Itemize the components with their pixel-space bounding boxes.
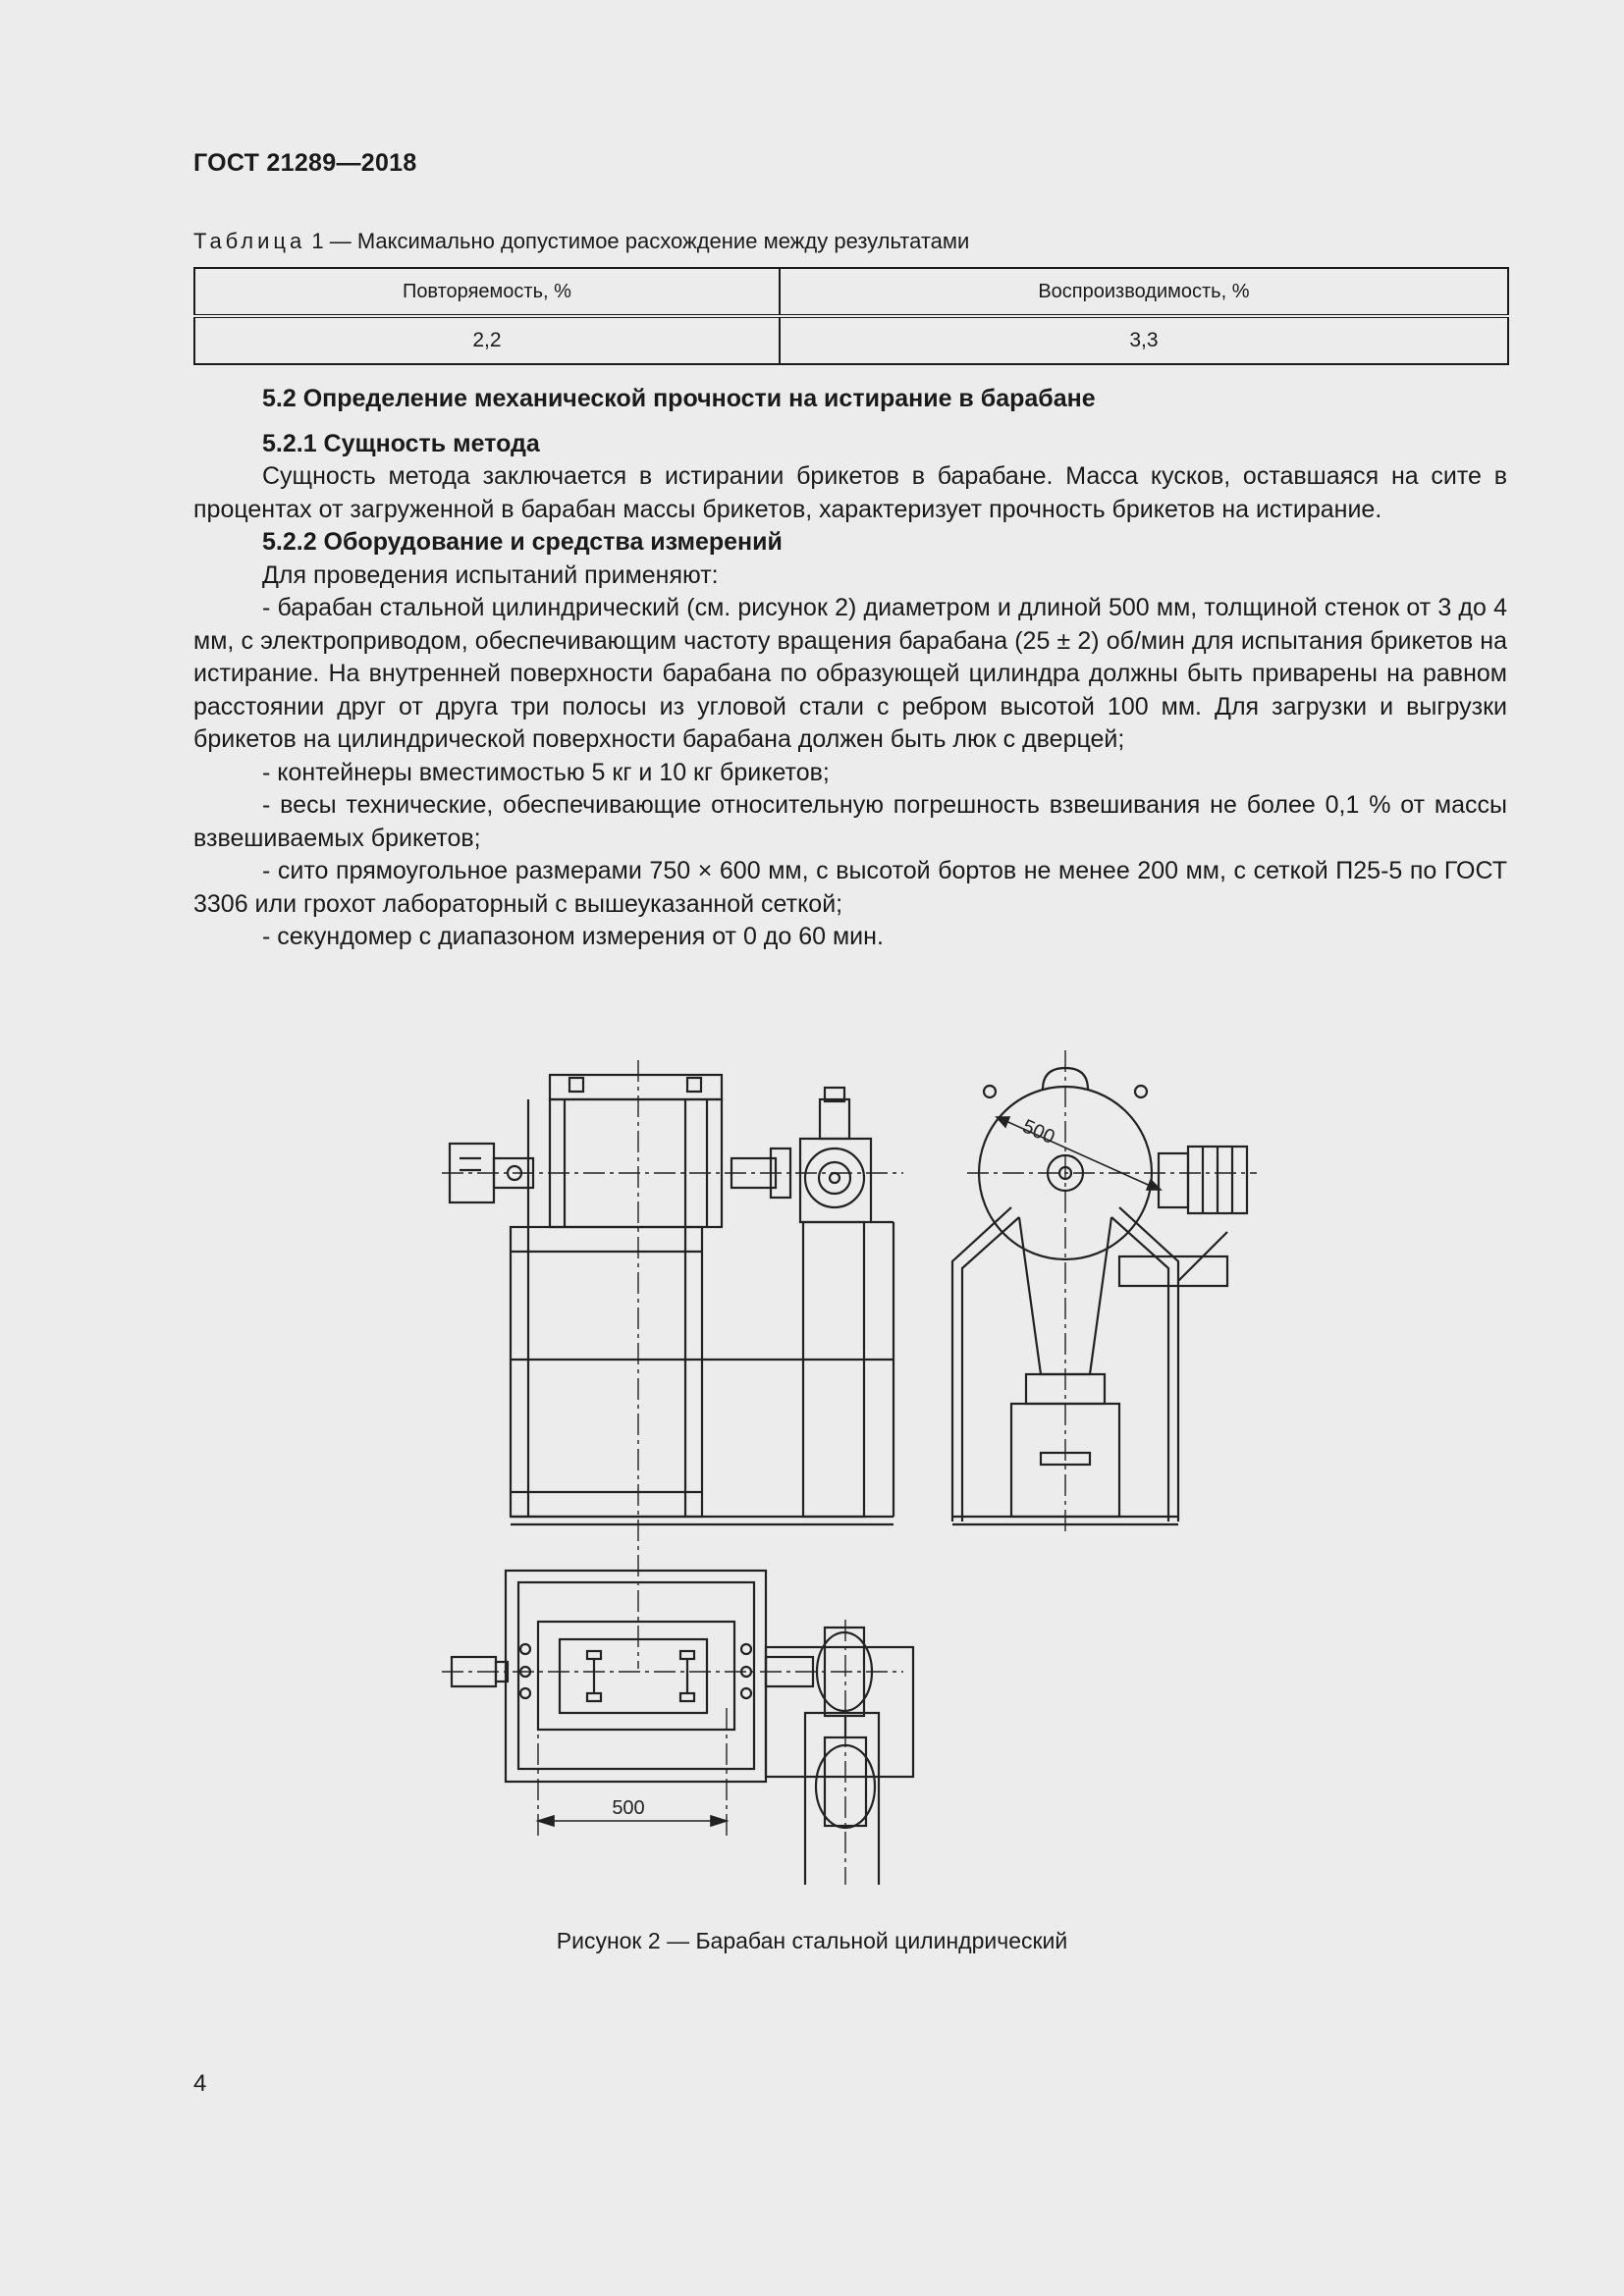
document-id-header: ГОСТ 21289—2018: [193, 149, 417, 177]
plan-view: [452, 1571, 913, 1885]
list-item: - сито прямоугольное размерами 750 × 600 мм, с высотой бортов не менее 200 мм, с сеткой П25-5 по ГОСТ 3306 или грохот лабораторный с вышеуказанной сеткой;: [193, 857, 1507, 918]
list-item: - барабан стальной цилиндрический (см. рисунок 2) диаметром и длиной 500 мм, толщиной стенок от 3 до 4 мм, с электроприводом, обеспечивающим частоту вращения барабана (25 ± 2) об/мин для испытания брикетов на истирание. На внутренней поверхности барабана по образующей цилиндра должны быть приварены на равном расстоянии друг от друга три полосы из угловой стали с ребром высотой 100 мм. Для загрузки и выгрузки брикетов на цилиндрической поверхности барабана должен быть люк с дверцей;: [193, 594, 1507, 753]
end-view: [952, 1068, 1247, 1524]
table-cell-repeatability: 2,2: [194, 316, 780, 364]
dimension-label-plan: 500: [612, 1797, 645, 1819]
paragraph-5-2-1: Сущность метода заключается в истирании брикетов в барабане. Масса кусков, оставшаяся на сите в процентах от загруженной в барабан массы брикетов, характеризует прочность брикетов на истирание.: [193, 462, 1507, 523]
table-caption-text: 1 — Максимально допустимое расхождение между результатами: [305, 229, 970, 253]
body-text: [193, 383, 1507, 954]
figure-drum-drawing: [432, 1041, 1276, 1885]
figure-caption: Рисунок 2 — Барабан стальной цилиндрический: [556, 1928, 1068, 1953]
table-row: [194, 316, 1508, 364]
list-item: - секундомер с диапазоном измерения от 0 до 60 мин.: [262, 923, 884, 950]
section-heading-5-2: 5.2 Определение механической прочности на истирание в барабане: [262, 385, 1096, 412]
section-heading-5-2-1: 5.2.1 Сущность метода: [262, 429, 540, 457]
page-number: 4: [193, 2070, 207, 2097]
section-heading-5-2-2: 5.2.2 Оборудование и средства измерений: [262, 528, 783, 556]
dimension-lines: [538, 1117, 1161, 1826]
table-cell-reproducibility: 3,3: [1129, 329, 1159, 351]
paragraph-5-2-2-intro: Для проведения испытаний применяют:: [262, 561, 719, 589]
list-item: - весы технические, обеспечивающие относительную погрешность взвешивания не более 0,1 % от массы взвешиваемых брикетов;: [193, 791, 1507, 852]
results-table: [193, 267, 1509, 365]
dimension-label-diameter: 500: [1018, 1115, 1058, 1149]
side-view: [450, 1075, 893, 1524]
table-caption-word: Таблица: [193, 229, 306, 253]
list-item: - контейнеры вместимостью 5 кг и 10 кг брикетов;: [262, 758, 830, 786]
table-header-repeatability: Повторяемость, %: [194, 268, 780, 316]
drum-technical-drawing: [432, 1041, 1276, 1885]
table-caption: [193, 229, 969, 254]
table-header-reproducibility: Воспроизводимость, %: [780, 268, 1508, 316]
